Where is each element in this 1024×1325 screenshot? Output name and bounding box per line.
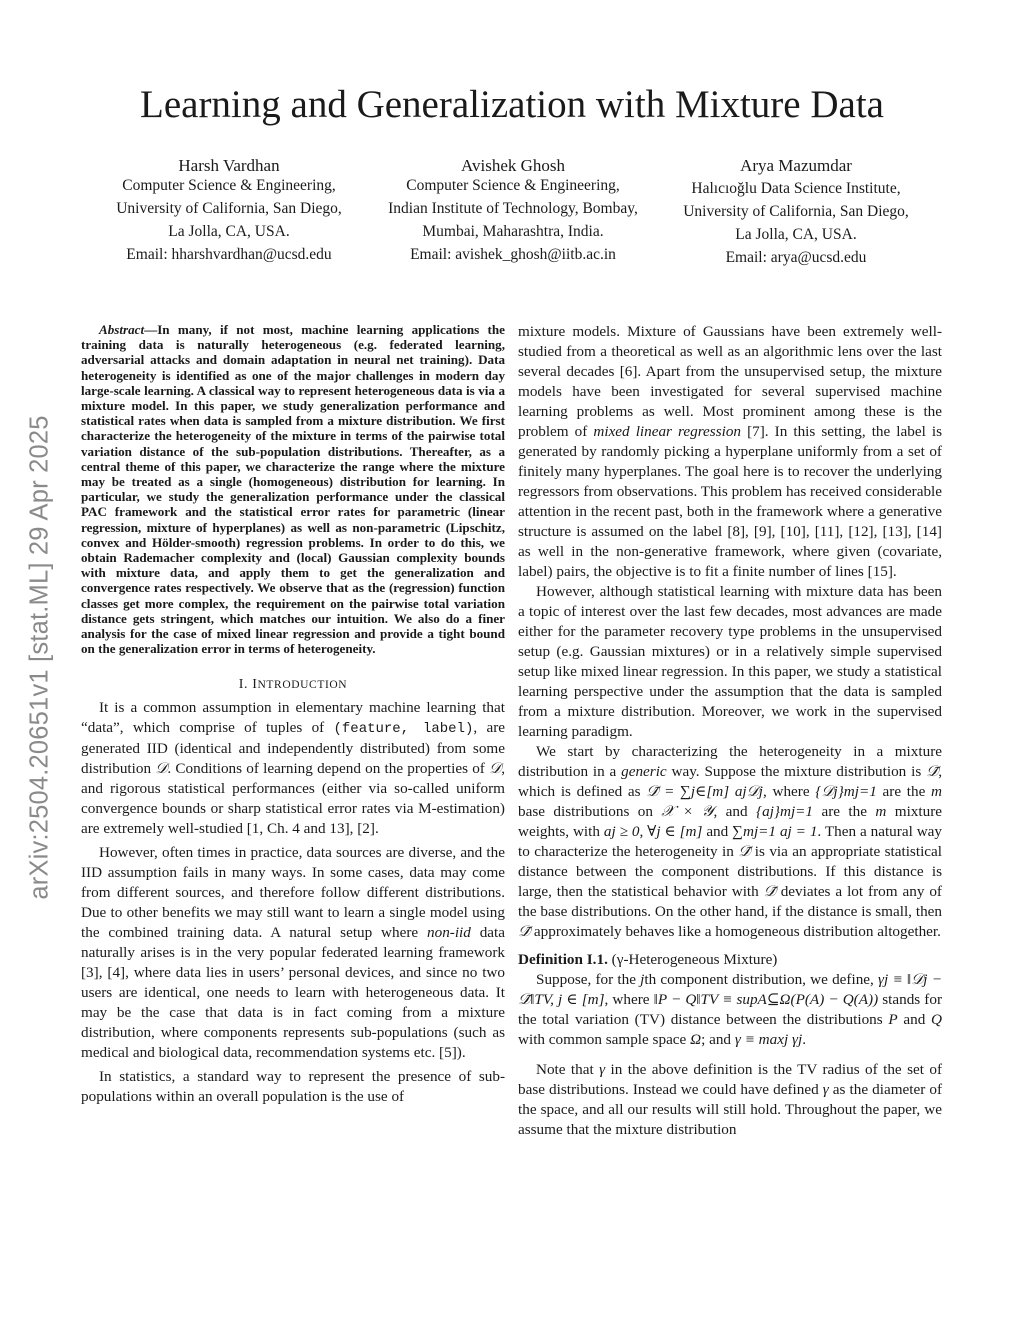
section-numeral: I. — [238, 677, 253, 693]
author-email: Email: avishek_ghosh@iitb.ac.in — [410, 246, 616, 263]
author-affiliation-line: La Jolla, CA, USA. — [168, 223, 290, 240]
definition-label: Definition I.1. — [518, 951, 608, 968]
author-affiliation-line: La Jolla, CA, USA. — [735, 226, 857, 243]
definition-heading — [518, 950, 942, 970]
author-affiliation-line: Mumbai, Maharashtra, India. — [422, 223, 604, 240]
section-title-rest: NTRODUCTION — [257, 679, 348, 692]
author-affiliation-line: Halıcıoğlu Data Science Institute, — [691, 180, 901, 197]
author-affiliation-line: University of California, San Diego, — [683, 203, 909, 220]
author-affiliation-line: University of California, San Diego, — [116, 200, 342, 217]
author-affiliation-line: Indian Institute of Technology, Bombay, — [388, 200, 638, 217]
author-block-1 — [93, 156, 365, 265]
abstract-text: —In many, if not most, machine learning applications the training data is naturally heterogeneous (e.g. federated learning, adversarial attacks and domain adaptation in neural net training). Data heterogeneity is identified as one of the major challenges in modern day large-scale learning. A classical way to represent heterogeneous data is via a mixture model. In this paper, we study generalization performance and statistical rates when data is sampled from a mixture distribution. We first characterize the heterogeneity of the mixture in terms of the pairwise total variation distance of the sub-population distributions. Thereafter, as a central theme of this paper, we characterize the range where the mixture may be treated as a single (homogeneous) distribution for learning. In particular, we study the generalization performance under the classical PAC framework and the statistical error rates for parametric (linear regression, mixture of hyperplanes) as well as non-parametric (Lipschitz, convex and Hölder-smooth) regression problems. In order to do this, we obtain Rademacher complexity and (local) Gaussian complexity bounds with mixture data, and apply them to get the generalization and convergence rates respectively. We observe that as the (regression) function classes get more complex, the requirement on the pairwise total variation distance gets stringent, which matches our intuition. We also do a finer analysis for the case of mixed linear regression and provide a tight bound on the generalization error in terms of heterogeneity. — [81, 322, 505, 657]
author-email: Email: arya@ucsd.edu — [725, 249, 867, 266]
right-paragraph-4: Note that γ in the above definition is the TV radius of the set of base distributions. Instead we could have defined γ as the diameter of the space, and all our results will still hold. Throughout the paper, we assume that the mixture distribution — [518, 1061, 942, 1138]
section-title-initial: I — [252, 677, 258, 693]
right-paragraph-2: However, although statistical learning with mixture data has been a topic of interest over the last few decades, most advances are made either for the parameter recovery type problems in the unsupervised setup (e.g. Gaussian mixtures) or in a relatively simple supervised setup like mixed linear regression. In this paper, we study a statistical learning perspective under the assumption that the data is sampled from a mixture distribution. Moreover, we work in the supervised learning paradigm. — [518, 583, 942, 740]
right-paragraph-3: We start by characterizing the heterogeneity in a mixture distribution in a generic way. Suppose the mixture distribution is 𝒟̃, which is defined as 𝒟̃ = ∑j∈[m] aj𝒟j, where {𝒟j}mj=1 are the m base distributions on 𝒳 × 𝒴, and {aj}mj=1 are the m mixture weights, with aj ≥ 0, ∀j ∈ [m] and ∑mj=1 aj = 1. Then a natural way to characterize the heterogeneity in 𝒟̃ is via an appropriate statistical distance between the component distributions. If this distance is large, then the statistical behavior with 𝒟̃ deviates a lot from any of the base distributions. On the other hand, if the distance is small, then 𝒟̃ approximately behaves like a homogeneous distribution altogether. — [518, 743, 943, 940]
author-block-3 — [662, 156, 930, 268]
author-email: Email: hharshvardhan@ucsd.edu — [126, 246, 332, 263]
paper-title: Learning and Generalization with Mixture Data — [140, 83, 884, 126]
definition-subtitle: (γ-Heterogeneous Mixture) — [607, 951, 778, 968]
author-block-2 — [363, 156, 663, 265]
abstract — [81, 322, 505, 656]
arxiv-identifier: arXiv:2504.20651v1 [stat.ML] 29 Apr 2025 — [25, 414, 54, 900]
left-column — [81, 322, 505, 1107]
author-affiliation-line: Computer Science & Engineering, — [122, 177, 336, 194]
right-column — [518, 322, 942, 1140]
author-name: Arya Mazumdar — [740, 156, 852, 175]
abstract-label: Abstract — [99, 322, 145, 337]
intro-paragraph-3: In statistics, a standard way to represent the presence of sub-populations within an overall population is the use of — [81, 1068, 505, 1106]
intro-paragraph-1: It is a common assumption in elementary machine learning that “data”, which comprise of tuples of (feature, label), are generated IID (identical and independently distributed) from some distribution 𝒟. Conditions of learning depend on the properties of 𝒟, and rigorous statistical performances (either via so-called uniform convergence bounds or sharp statistical error rates via M-estimation) are extremely well-studied [1, Ch. 4 and 13], [2]. — [81, 699, 505, 838]
author-name: Avishek Ghosh — [460, 156, 566, 175]
author-name: Harsh Vardhan — [178, 156, 280, 175]
code-feature-label: (feature, label) — [333, 721, 474, 738]
definition-body: Suppose, for the jth component distribution, we define, γj ≡ ‖𝒟j − 𝒟̃‖TV, j ∈ [m], where ‖P − Q‖TV ≡ supA⊆Ω(P(A) − Q(A)) stands for the total variation (TV) distance between the distributions P and Q with common sample space Ω; and γ ≡ maxj γj. — [518, 971, 942, 1048]
section-heading-introduction — [81, 676, 505, 694]
intro-paragraph-2: However, often times in practice, data sources are diverse, and the IID assumption fails in many ways. In some cases, data may come from different sources, and therefore follow different distributions. Due to other benefits we may still want to learn a single model using the combined training data. A natural setup where non-iid data naturally arises is in the very popular federated learning framework [3], [4], where data lies in users’ personal devices, and since no two users are identical, one needs to learn with heterogeneous data. It may be the case that data is in fact coming from a mixture distribution, where components represents sub-populations (such as medical and biological data, recommendation systems etc. [5]). — [81, 844, 505, 1062]
arxiv-sidebar — [20, 312, 60, 1002]
right-paragraph-1: mixture models. Mixture of Gaussians have been extremely well-studied from a theoretical as well as an algorithmic lens over the last several decades [6]. Apart from the unsupervised setup, the mixture models have been investigated for several supervised machine learning problems as well. Most prominent among these is the problem of mixed linear regression [7]. In this setting, the label is generated by randomly picking a hyperplane uniformly from a set of finitely many hyperplanes. The goal here is to recover the underlying regressors from observations. This problem has received considerable attention in the recent past, both in the framework where a generative structure is assumed on the label [8], [9], [10], [11], [12], [13], [14] as well in the non-generative framework, where given (covariate, label) pairs, the objective is to fit a finite number of lines [15]. — [518, 323, 943, 580]
author-affiliation-line: Computer Science & Engineering, — [406, 177, 620, 194]
